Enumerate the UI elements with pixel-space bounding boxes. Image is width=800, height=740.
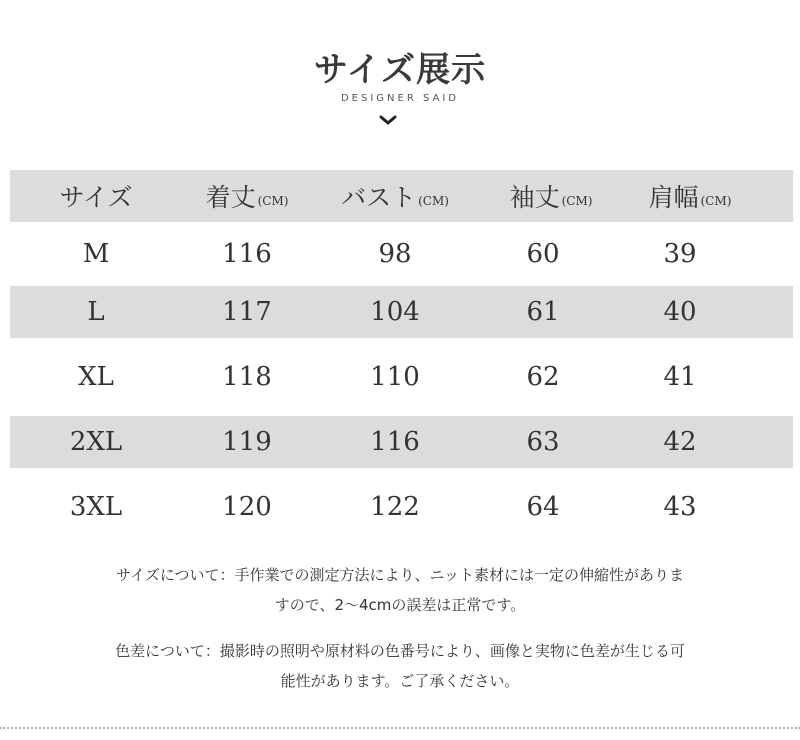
header-label: サイズ [59, 183, 133, 212]
header-label: バスト [341, 183, 417, 212]
table-cell: 40 [663, 297, 697, 327]
header-cell-length [187, 170, 307, 222]
header-label: 着丈 [205, 183, 256, 212]
table-row [10, 338, 793, 416]
table-cell: 116 [370, 427, 420, 457]
header-cell-size [38, 170, 154, 222]
header-unit: (CM) [700, 194, 732, 208]
table-cell: 122 [370, 492, 420, 522]
notes [0, 560, 800, 696]
table-cell: 60 [526, 239, 560, 269]
table-cell: M [82, 239, 110, 269]
color-note [0, 636, 800, 696]
header-unit: (CM) [561, 194, 593, 208]
table-cell: 98 [378, 239, 412, 269]
table-cell: 118 [222, 362, 272, 392]
table-cell: 64 [526, 492, 560, 522]
table-cell: 39 [663, 239, 697, 269]
table-row [10, 222, 793, 286]
table-cell: 42 [663, 427, 697, 457]
table-cell: L [87, 297, 105, 327]
table-cell: 2XL [69, 427, 123, 457]
table-row [10, 468, 793, 546]
table-header-row [10, 170, 793, 222]
table-cell: 110 [370, 362, 420, 392]
table-cell: XL [78, 362, 114, 392]
table-row [10, 416, 793, 468]
header [0, 0, 800, 150]
table-cell: 61 [526, 297, 560, 327]
color-note-line-1: 色差について：撮影時の照明や原材料の色番号により、画像と実物に色差が生じる可 [115, 642, 685, 660]
header-label: 肩幅 [648, 183, 699, 212]
table-cell: 120 [222, 492, 272, 522]
page-subtitle: DESIGNER SAID [340, 93, 459, 104]
header-cell-bust [342, 170, 448, 222]
size-note [0, 560, 800, 620]
header-cell-shoulder [627, 170, 753, 222]
size-note-line-2: すので、2～4cmの誤差は正常です。 [274, 596, 526, 614]
header-label: 袖丈 [509, 183, 560, 212]
table-cell: 62 [526, 362, 560, 392]
table-cell: 104 [370, 297, 420, 327]
table-row [10, 286, 793, 338]
table-cell: 63 [526, 427, 560, 457]
table-cell: 119 [222, 427, 272, 457]
size-table [10, 170, 793, 546]
table-cell: 116 [222, 239, 272, 269]
table-cell: 117 [222, 297, 272, 327]
header-unit: (CM) [418, 194, 449, 208]
size-note-line-1: サイズについて：手作業での測定方法により、ニット素材には一定の伸縮性がありま [116, 566, 684, 584]
chevron-down-icon [379, 114, 397, 126]
color-note-line-2: 能性があります。ご了承ください。 [280, 672, 520, 690]
table-cell: 3XL [69, 492, 123, 522]
header-cell-sleeve [496, 170, 606, 222]
header-unit: (CM) [257, 194, 289, 208]
table-cell: 43 [663, 492, 697, 522]
table-cell: 41 [663, 362, 697, 392]
dotted-divider [0, 727, 800, 729]
page-title: サイズ展示 [313, 50, 487, 90]
